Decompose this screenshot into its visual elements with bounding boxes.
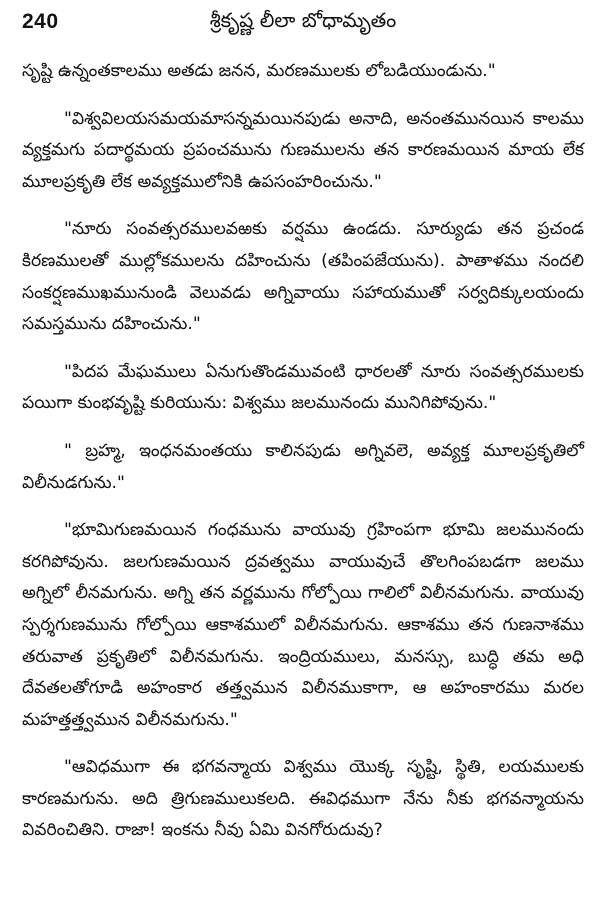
body-text [22, 56, 584, 847]
paragraph: " బ్రహ్మ, ఇంధనమంతయు కాలినపుడు అగ్నివలె, అవ్యక్త మూలప్రకృతిలో విలీనుడగును." [22, 440, 584, 493]
paragraph: "భూమిగుణమయిన గంధమును వాయువు గ్రహింపగా భూమి జలమునందు కరగిపోవును. జలగుణమయిన ద్రవత్వము వాయువుచే తొలగింపబడగా జలము అగ్నిలో లీనమగును. అగ్ని తన వర్ణమును గోల్పోయి గాలిలో విలీనమగును. వాయువు స్పర్శగుణమును గోల్పోయి ఆకాశములో విలీనమగును. ఆకాశము తన గుణనాశము తరువాత ప్రకృతిలో విలీనమగును. ఇంద్రియములు, మనస్సు, బుద్ధి తమ అధి దేవతలతోగూడి అహంకార తత్త్వమున విలీనముకాగా, ఆ అహంకారము మరల మహత్తత్త్వమున విలీనమగును." [22, 520, 584, 730]
paragraph: "ఆవిధముగా ఈ భగవన్మాయ విశ్వము యొక్క సృష్టి, స్థితి, లయములకు కారణమగును. అది త్రిగుణములుకలది. ఈవిధముగా నేను నీకు భగవన్మాయను వివరించితిని. రాజా! ఇంకను నీవు ఏమి వినగోరుదువు? [22, 757, 584, 841]
paragraph: "విశ్వవిలయసమయమాసన్నమయినపుడు అనాది, అనంతమునయిన కాలము వ్యక్తమగు పదార్థమయ ప్రపంచమును గుణములను తన కారణమయిన మాయ లేక మూలప్రకృతి లేక అవ్యక్తములోనికి ఉపసంహరించును." [22, 108, 584, 192]
paragraph: "పిదప మేఘములు ఏనుగుతొండమువంటి ధారలతో నూరు సంవత్సరములకు పయిగా కుంభవృష్టి కురియును: విశ్వము జలమునందు మునిగిపోవును." [22, 361, 584, 414]
paragraph-continuation: సృష్టి ఉన్నంతకాలము అతడు జనన, మరణములకు లోబడియుండును." [22, 61, 496, 81]
page-header [22, 6, 584, 56]
paragraph: "నూరు సంవత్సరములవఱకు వర్షము ఉండదు. సూర్యుడు తన ప్రచండ కిరణములతో ముల్లోకములను దహించును (తపింపజేయును). పాతాళము నందలి సంకర్షణముఖమునుండి వెలువడు అగ్నివాయు సహాయముతో సర్వదిక్కులయందు సమస్తమును దహించును." [22, 219, 584, 335]
page-number: 240 [22, 10, 59, 33]
running-title: శ్రీకృష్ణ లీలా బోధామృతం [209, 8, 397, 32]
